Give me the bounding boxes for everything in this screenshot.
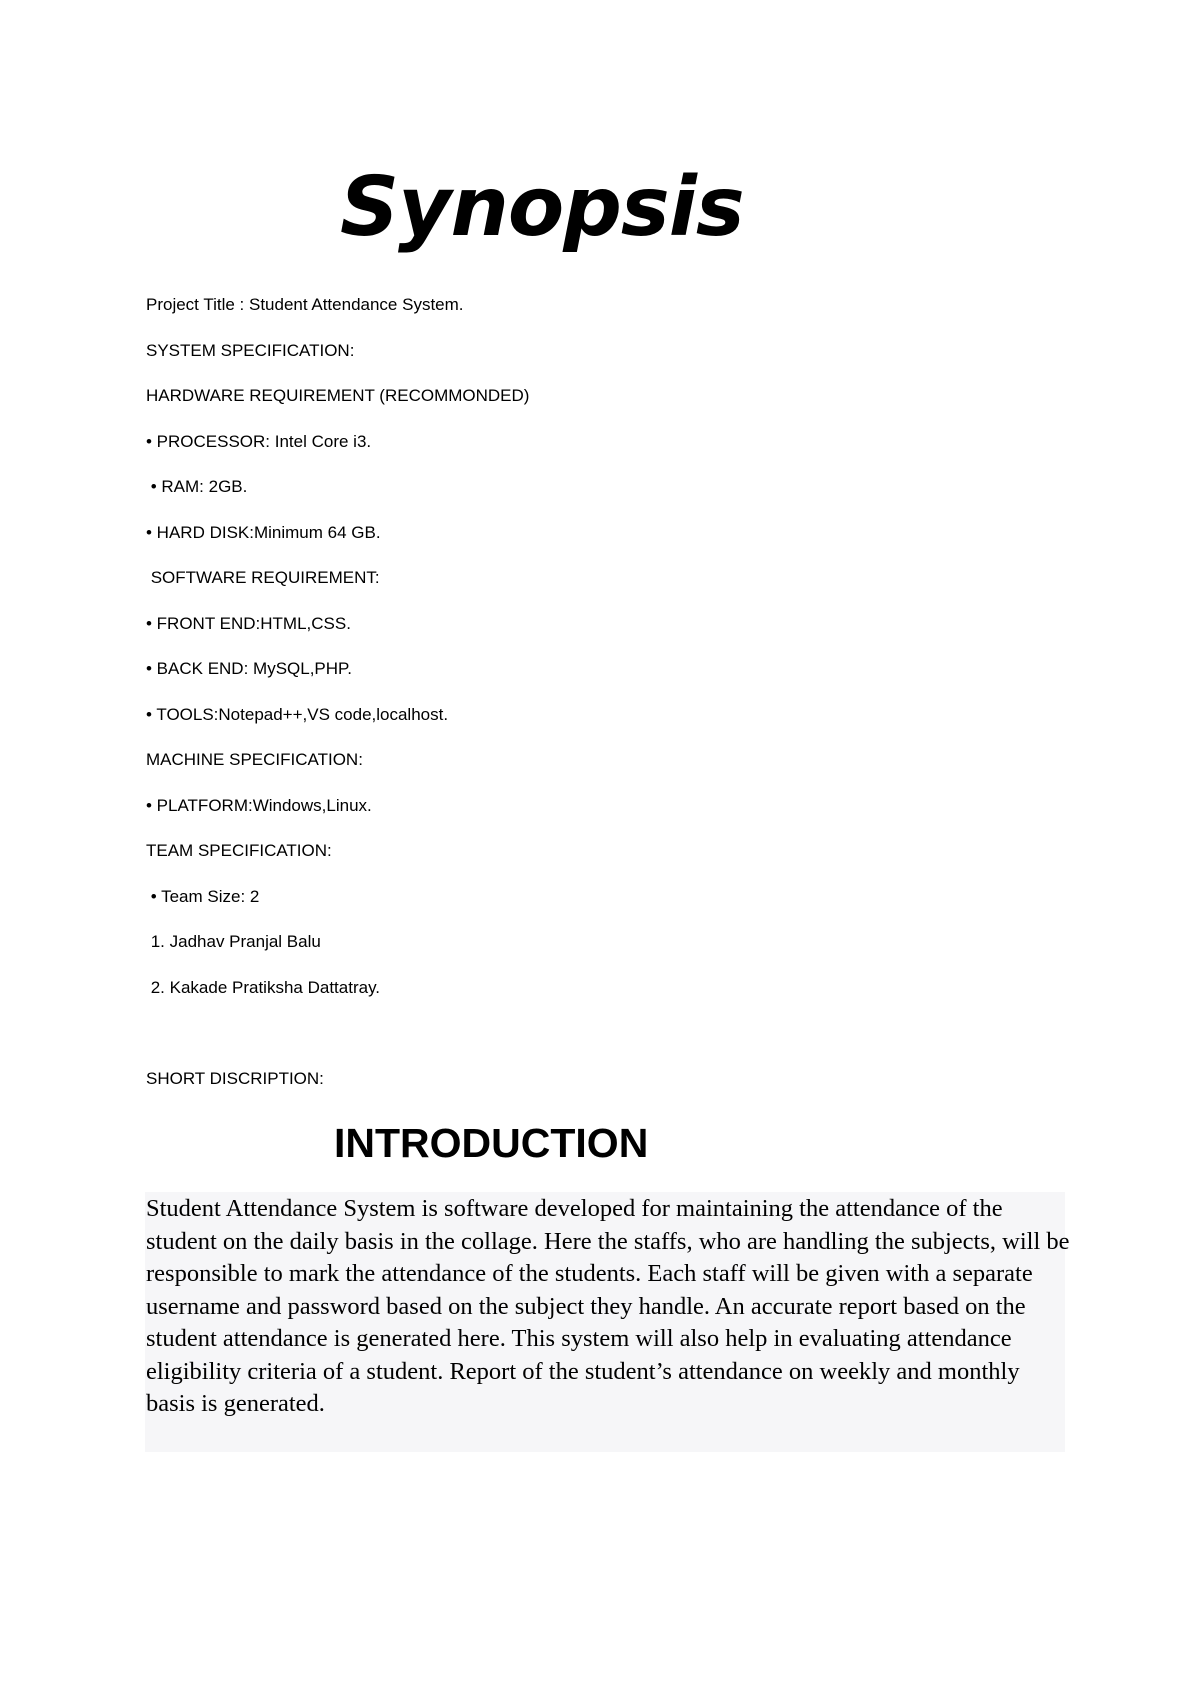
front-end-item: • FRONT END:HTML,CSS. xyxy=(146,614,351,633)
team-size-item: • Team Size: 2 xyxy=(146,887,260,906)
back-end-item: • BACK END: MySQL,PHP. xyxy=(146,659,352,678)
project-title-line: Project Title : Student Attendance System. xyxy=(146,295,464,314)
team-member-2: 2. Kakade Pratiksha Dattatray. xyxy=(146,978,381,997)
machine-specification-heading: MACHINE SPECIFICATION: xyxy=(146,750,363,769)
introduction-heading: INTRODUCTION xyxy=(334,1120,649,1166)
tools-item: • TOOLS:Notepad++,VS code,localhost. xyxy=(146,705,449,724)
short-description-heading: SHORT DISCRIPTION: xyxy=(146,1069,324,1088)
team-member-1: 1. Jadhav Pranjal Balu xyxy=(146,932,321,951)
hardware-requirement-heading: HARDWARE REQUIREMENT (RECOMMONDED) xyxy=(146,386,530,405)
introduction-paragraph: Student Attendance System is software developed for maintaining the attendance of the student on the daily basis in the collage. Here the staffs, who are handling the subjects, will be responsible to mark the attendance of the students. Each staff will be given with a separate username and password based on the subject they handle. An accurate report based on the student attendance is generated here. This system will also help in evaluating attendance eligibility criteria of a student. Report of the student’s attendance on weekly and monthly basis is generated. xyxy=(146,1195,1070,1417)
team-specification-heading: TEAM SPECIFICATION: xyxy=(146,841,332,860)
software-requirement-heading: SOFTWARE REQUIREMENT: xyxy=(146,568,380,587)
ram-item: • RAM: 2GB. xyxy=(146,477,248,496)
system-specification-heading: SYSTEM SPECIFICATION: xyxy=(146,341,355,360)
document-title: Synopsis xyxy=(340,160,744,255)
processor-item: • PROCESSOR: Intel Core i3. xyxy=(146,432,372,451)
platform-item: • PLATFORM:Windows,Linux. xyxy=(146,796,372,815)
hard-disk-item: • HARD DISK:Minimum 64 GB. xyxy=(146,523,381,542)
